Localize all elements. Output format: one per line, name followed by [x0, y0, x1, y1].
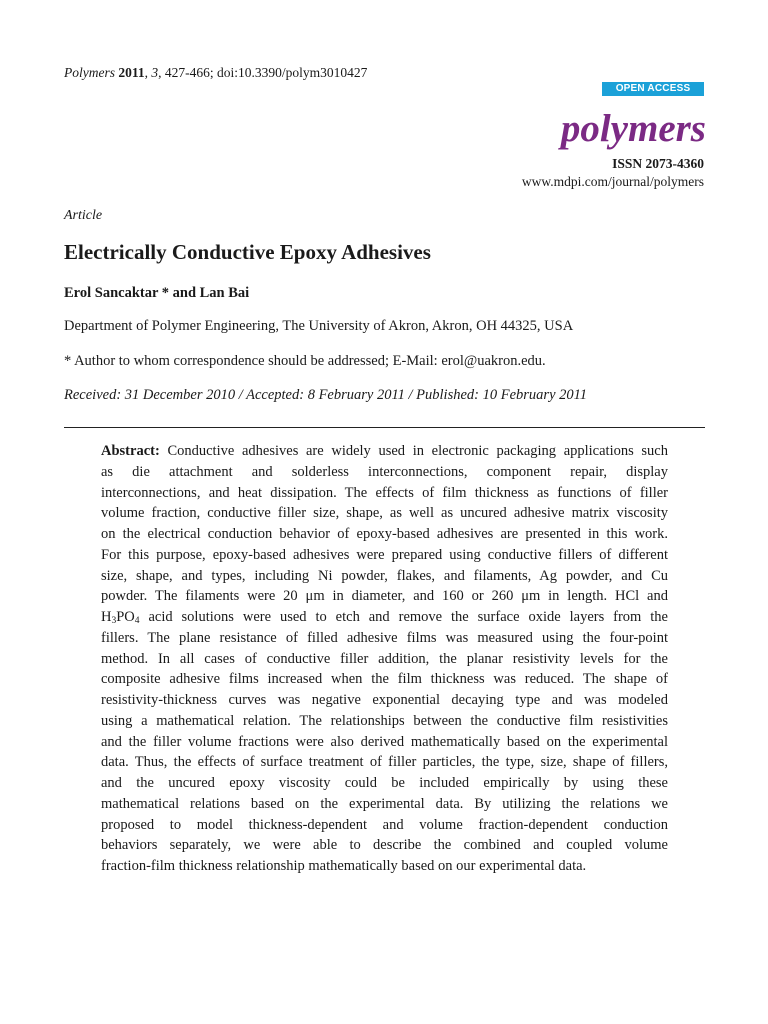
abstract-line: volume fraction, conductive filler size, shape, as well as uncured adhesive matrix viscosity [101, 505, 668, 522]
abstract [101, 441, 668, 877]
abstract-line: resistivity-thickness curves was negative exponential decaying type and was modeled [101, 692, 668, 708]
abstract-line: composite adhesive films increased when the film thickness was reduced. The shape of [101, 671, 668, 688]
citation-line: Polymers 2011, 3, 427-466; doi:10.3390/polym3010427 [64, 65, 368, 80]
affiliation: Department of Polymer Engineering, The University of Akron, Akron, OH 44325, USA [64, 318, 574, 334]
article-type: Article [64, 208, 103, 223]
abstract-line: Abstract: Conductive adhesives are widely used in electronic packaging applications such [101, 443, 668, 459]
open-access-badge: OPEN ACCESS [602, 82, 704, 96]
journal-logo: polymers [560, 107, 706, 150]
abstract-line: For this purpose, epoxy-based adhesives were prepared using conductive fillers of different [101, 546, 668, 563]
abstract-line: proposed to model thickness-dependent and volume fraction-dependent conduction [101, 816, 668, 833]
abstract-line: on the electrical conduction behavior of epoxy-based adhesives are presented in this work. [101, 526, 668, 542]
abstract-line: size, shape, and types, including Ni powder, flakes, and filaments, Ag powder, and Cu [101, 567, 668, 584]
abstract-line: mathematical relations based on the experimental data. By utilizing the relations we [101, 795, 668, 812]
article-title: Electrically Conductive Epoxy Adhesives [64, 240, 431, 264]
citation-volume: 3 [151, 65, 159, 80]
correspondence-note: * Author to whom correspondence should be addressed; E-Mail: erol@uakron.edu. [64, 353, 546, 369]
abstract-line: fillers. The plane resistance of filled adhesive films was measured using the four-point [101, 629, 668, 646]
authors: Erol Sancaktar * and Lan Bai [64, 285, 250, 301]
publication-dates: Received: 31 December 2010 / Accepted: 8 February 2011 / Published: 10 February 2011 [64, 387, 588, 403]
abstract-line: using a mathematical relation. The relationships between the conductive film resistivities [101, 712, 668, 729]
journal-url[interactable]: www.mdpi.com/journal/polymers [521, 174, 704, 189]
abstract-line: interconnections, and heat dissipation. The effects of film thickness as functions of filler [101, 484, 668, 501]
header-divider [64, 427, 705, 428]
abstract-label: Abstract: [101, 443, 160, 459]
citation-pages-doi: , 427-466; doi:10.3390/polym3010427 [158, 65, 368, 80]
abstract-line: and the filler volume fractions were also derived mathematically based on the experimental [101, 733, 668, 750]
abstract-line: method. In all cases of conductive filler addition, the planar resistivity levels for the [101, 650, 668, 667]
abstract-line: data. Thus, the effects of surface treatment of filler particles, the type, size, shape of fillers, [101, 754, 668, 771]
abstract-line: and the uncured epoxy viscosity could be included empirically by using these [101, 775, 668, 791]
issn: ISSN 2073-4360 [612, 156, 704, 171]
abstract-line: fraction-film thickness relationship mathematically based on our experimental data. [101, 858, 587, 874]
journal-short-name: Polymers [64, 65, 115, 80]
abstract-line: $H_3PO_4$ acid solutions were used to etch and remove the surface oxide layers from the [101, 609, 668, 626]
citation-year: 2011 [118, 65, 145, 80]
abstract-line: powder. The filaments were 20 μm in diameter, and 160 or 260 μm in length. HCl and [101, 588, 668, 605]
abstract-line: behaviors separately, we were able to describe the combined and coupled volume [101, 837, 668, 854]
abstract-line: as die attachment and solderless interconnections, component repair, display [101, 463, 668, 480]
